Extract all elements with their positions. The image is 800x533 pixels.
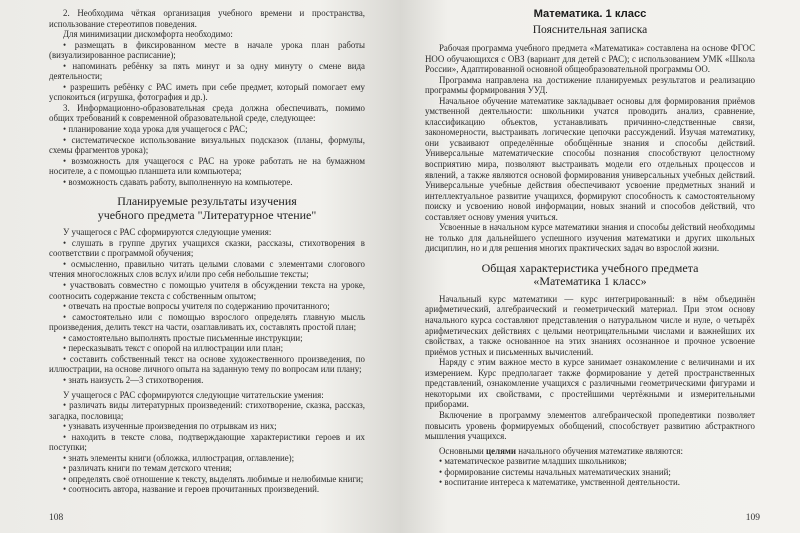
list-item: • слушать в группе других учащихся сказки, рассказы, стихотворения в соответствии с программой обучения; <box>49 237 365 259</box>
paragraph: У учащегося с РАС сформируются следующие умения: <box>63 227 272 238</box>
list-item: • напоминать ребёнку за пять минут и за одну минуту о смене вида деятельности; <box>49 60 365 82</box>
list-item: • различать книги по темам детского чтения; <box>63 463 232 474</box>
paragraph: Программа направлена на достижение планируемых результатов и реализацию программы формирования УУД. <box>425 74 755 96</box>
section-heading <box>425 262 755 289</box>
paragraph <box>425 446 755 457</box>
heading-line: «Математика 1 класс» <box>533 274 647 289</box>
right-text-column <box>425 8 755 488</box>
list-item: • осмысленно, правильно читать целыми словами с элементами слогового чтения многосложных слов вслух и/или про себя небольшие тексты; <box>49 258 365 280</box>
paragraph: Начальный курс математики — курс интегрированный: в нём объединён арифметический, алгебраический и геометрический материал. При этом основу начального курса составляют представления о натуральном числе и нуле, о четырёх арифметических действиях с целыми неотрицательными числами и важнейших их свойствах, а также основанное на этих знаниях осознанное и прочное усвоение приёмов устных и письменных вычислений. <box>425 293 755 357</box>
list-item: • различать виды литературных произведений: стихотворение, сказка, рассказ, загадка, пословица; <box>49 400 365 421</box>
list-item: • составить собственный текст на основе художественного произведения, по иллюстрации, на основе личного опыта на заданную тему по вопросам или плану; <box>49 353 365 375</box>
list-item: • возможность сдавать работу, выполненную на компьютере. <box>63 176 293 187</box>
list-item: • математическое развитие младших школьников; <box>439 456 627 467</box>
paragraph: 3. Информационно-образовательная среда должна обеспечивать, помимо общих требований к современной образовательной среде, следующее: <box>49 102 365 124</box>
list-item: • планирование хода урока для учащегося с РАС; <box>63 124 248 135</box>
heading-line: Общая характеристика учебного предмета <box>481 260 699 275</box>
right-page <box>400 0 800 533</box>
list-item: • соотносить автора, название и героев прочитанных произведений. <box>63 484 320 495</box>
list-item: • знать наизусть 2—3 стихотворения. <box>63 374 204 385</box>
list-item: • пересказывать текст с опорой на иллюстрации или план; <box>63 343 284 354</box>
page-number: 109 <box>745 513 760 523</box>
text-run: начального обучения математике являются: <box>516 445 683 456</box>
list-item: • участвовать совместно с помощью учителя в обсуждении текста на уроке, соотносить содержание текста с собственным опытом; <box>49 280 365 301</box>
paragraph: У учащегося с РАС сформируются следующие читательские умения: <box>63 389 324 400</box>
paragraph: Рабочая программа учебного предмета «Математика» составлена на основе ФГОС НОО обучающихся с ОВЗ (вариант для детей с РАС); с использованием УМК «Школа России», Адаптированной основной общеобразовательной программы ОО. <box>425 43 755 75</box>
list-item: • находить в тексте слова, подтверждающие характеристики героев и их поступки; <box>49 431 365 453</box>
heading-line: Планируемые результаты изучения <box>117 194 297 209</box>
list-item: • узнавать изученные произведения по отрывкам из них; <box>63 421 277 432</box>
page-title: Математика. 1 класс <box>533 8 647 20</box>
list-item: • разрешить ребёнку с РАС иметь при себе предмет, который помогает ему успокоиться (игрушка, фотография и др.). <box>49 81 365 103</box>
list-item: • отвечать на простые вопросы учителя по содержанию прочитанного; <box>63 301 330 312</box>
left-text-column <box>49 8 365 495</box>
list-item: • систематическое использование визуальных подсказок (планы, формулы, схемы фрагментов урока); <box>49 134 365 156</box>
page-number: 108 <box>49 513 64 523</box>
paragraph: Наряду с этим важное место в курсе занимает ознакомление с величинами и их измерением. Курс предполагает также формирование у детей пространственных представлений, ознакомление учащихся с различными геометрическими фигурами и некоторыми их свойствами, с простейшими чертёжными и измерительными приборами. <box>425 357 755 410</box>
paragraph: Усвоенные в начальном курсе математики знания и способы действий необходимы не только для дальнейшего успешного изучения математики и других школьных дисциплин, но и для решения многих практических задач во взрослой жизни. <box>425 222 755 254</box>
paragraph: 2. Необходима чёткая организация учебного времени и пространства, использование стереотипов поведения. <box>49 8 365 29</box>
list-item: • знать элементы книги (обложка, иллюстрация, оглавление); <box>63 452 295 463</box>
list-item: • самостоятельно или с помощью взрослого определять главную мысль произведения, делить текст на части, озаглавливать их, составлять простой план; <box>49 311 365 333</box>
list-item: • воспитание интереса к математике, умственной деятельности. <box>439 477 680 488</box>
list-item: • определять своё отношение к тексту, выделять любимые и нелюбимые книги; <box>63 473 364 484</box>
section-subtitle: Пояснительная записка <box>532 24 648 36</box>
heading-line: учебного предмета "Литературное чтение" <box>97 207 317 222</box>
emphasis-text: целями <box>486 445 517 456</box>
paragraph: Начальное обучение математике закладывает основы для формирования приёмов умственной деятельности: школьники учатся проводить анализ, сравнение, классификацию объектов, устанавливать причинно-следственные связи, закономерности, выстраивать логические цепочки рассуждений. Изучая математику, они усваивают определённые обобщённые знания и способы действий. Универсальные математические способы познания способствуют целостному восприятию мира, позволяют выстраивать модели его отдельных процессов и явлений, а также являются основой формирования универсальных учебных действий. Универсальные учебные действия обеспечивают усвоение предметных знаний и интеллектуальное развитие учащихся, формируют способность к самостоятельному поиску и усвоению новой информации, новых знаний и способов действий, что составляет основу умения учиться. <box>425 95 755 222</box>
paragraph: Включение в программу элементов алгебраической пропедевтики позволяет повысить уровень формируемых обобщений, способствует развитию абстрактного мышления учащихся. <box>425 409 755 442</box>
list-item: • размещать в фиксированном месте в начале урока план работы (визуализированное расписание); <box>49 39 365 61</box>
list-item: • формирование системы начальных математических знаний; <box>439 466 671 477</box>
section-heading <box>49 195 365 222</box>
paragraph: Для минимизации дискомфорта необходимо: <box>63 29 233 40</box>
list-item: • возможность для учащегося с РАС на уроке работать не на бумажном носителе, а с помощью планшета или компьютера; <box>49 155 365 177</box>
list-item: • самостоятельно выполнять простые письменные инструкции; <box>63 332 303 343</box>
text-run: Основными <box>439 445 487 456</box>
